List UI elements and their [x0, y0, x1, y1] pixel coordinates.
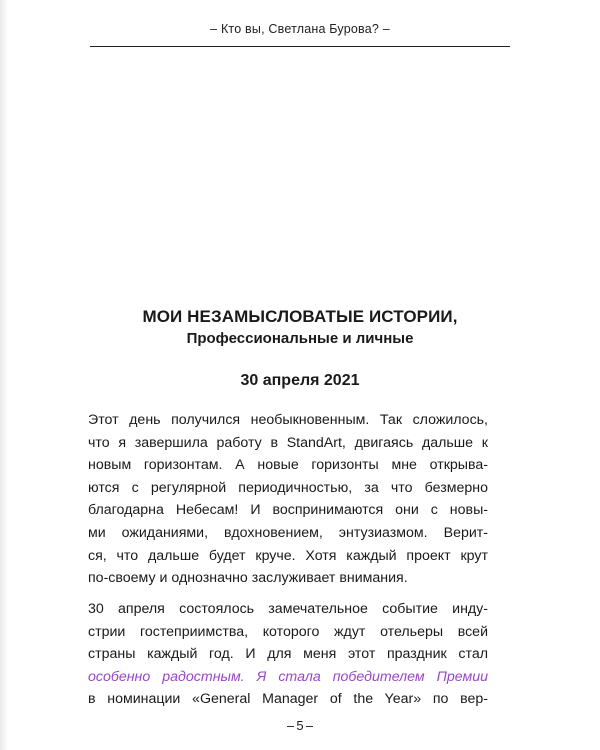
body-paragraph-1 — [88, 409, 488, 590]
paragraph-line: по-своему и однозначно заслуживает внимания. — [88, 570, 408, 587]
running-header: – Кто вы, Светлана Бурова? – — [210, 22, 390, 36]
header-divider — [90, 46, 510, 47]
paragraph-line: благодарна Небесам! И воспринимаются они с новы- — [88, 502, 488, 519]
highlighted-line: особенно радостным. Я стала победителем Премии — [88, 668, 488, 685]
page-number-value: 5 — [296, 718, 304, 733]
paragraph-line: новым горизонтам. А новые горизонты мне открыва- — [88, 457, 488, 474]
page-number — [0, 718, 600, 733]
paragraph-line: 30 апреля состоялось замечательное событие инду- — [88, 601, 488, 617]
paragraph-line: стрии гостеприимства, которого ждут отельеры всей — [88, 623, 488, 640]
paragraph-line: Этот день получился необыкновенным. Так сложилось, — [88, 412, 488, 428]
paragraph-line: в номинации «General Manager of the Year» по вер- — [88, 691, 488, 708]
chapter-subtitle: Профессиональные и личные — [186, 330, 414, 347]
body-paragraph-2 — [88, 598, 488, 711]
paragraph-line: ми ожиданиями, вдохновением, энтузиазмом. Верит- — [88, 524, 488, 541]
paragraph-line: ются с регулярной периодичностью, за что безмерно — [88, 479, 488, 496]
chapter-title: МОИ НЕЗАМЫСЛОВАТЫЕ ИСТОРИИ, — [142, 307, 458, 326]
paragraph-line: что я завершила работу в StandArt, двигаясь дальше к — [88, 434, 488, 451]
page-number-dash — [287, 726, 294, 727]
paragraph-line: ся, что дальше будет круче. Хотя каждый проект крут — [88, 547, 488, 564]
paragraph-line: страны каждый год. И для меня этот праздник стал — [88, 646, 488, 663]
date-heading: 30 апреля 2021 — [240, 372, 360, 389]
page-number-dash — [306, 726, 313, 727]
